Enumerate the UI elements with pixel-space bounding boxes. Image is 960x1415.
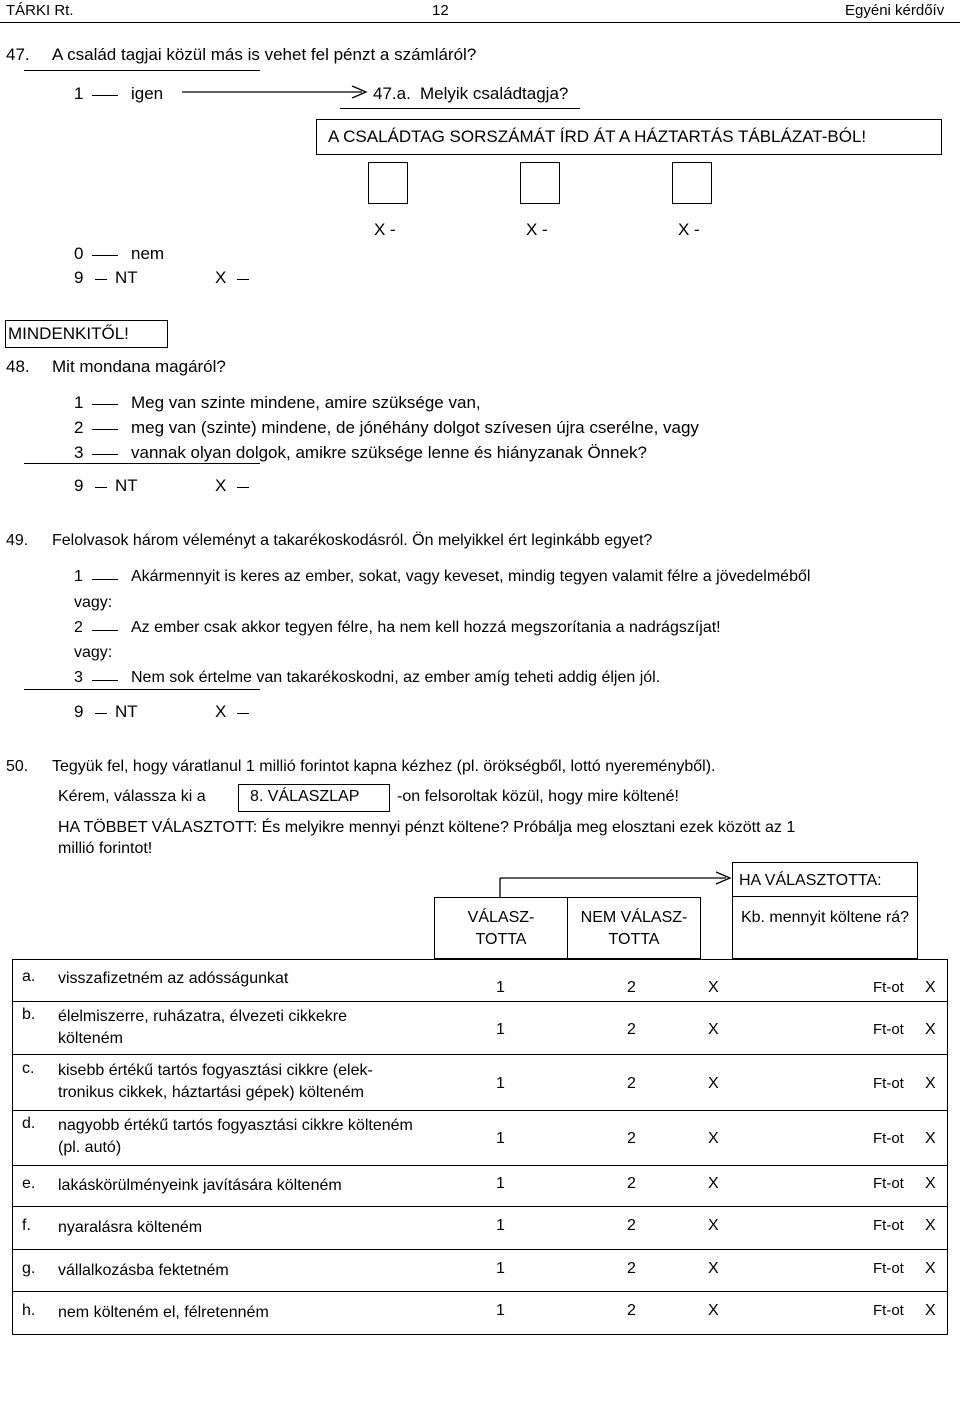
col-nem-valasztotta-label: NEM VÁLASZ-TOTTA xyxy=(580,909,688,948)
q50-instruction-line2: millió forintot! xyxy=(58,840,153,857)
row-ft-label: Ft-ot xyxy=(873,1130,904,1147)
row-code-nem-valasztotta[interactable]: 2 xyxy=(627,1075,636,1092)
q47a-text: Melyik családtagja? xyxy=(420,84,569,103)
page-number: 12 xyxy=(432,2,449,19)
row-x2: X xyxy=(925,979,936,996)
row-ft-label: Ft-ot xyxy=(873,1302,904,1319)
row-code-valasztotta[interactable]: 1 xyxy=(496,1260,505,1277)
row-ft-label: Ft-ot xyxy=(873,979,904,996)
q48-opt3-label: vannak olyan dolgok, amikre szüksége lenne és hiányzanak Önnek? xyxy=(131,443,647,462)
row-code-nem-valasztotta[interactable]: 2 xyxy=(627,1175,636,1192)
q49-vagy-1: vagy: xyxy=(74,594,113,611)
row-text: nagyobb értékű tartós fogyasztási cikkre költeném (pl. autó) xyxy=(58,1117,413,1156)
q49-nt-label: NT xyxy=(115,702,138,721)
row-x2: X xyxy=(925,1302,936,1319)
table-row-divider xyxy=(12,1110,948,1111)
row-ft-label: Ft-ot xyxy=(873,1021,904,1038)
row-code-valasztotta[interactable]: 1 xyxy=(496,1130,505,1147)
col-valasztotta-label: VÁLASZ-TOTTA xyxy=(467,909,535,948)
row-ft-label: Ft-ot xyxy=(873,1075,904,1092)
member-x-1: X - xyxy=(374,220,396,239)
row-text: kisebb értékű tartós fogyasztási cikkre (elek-tronikus cikkek, háztartási gépek) költeném xyxy=(58,1062,373,1101)
q49-opt2-code: 2 xyxy=(74,619,83,636)
q49-opt2-label: Az ember csak akkor tegyen félre, ha nem kell hozzá megszorítania a nadrágszíjat! xyxy=(131,619,721,636)
row-code-nem-valasztotta[interactable]: 2 xyxy=(627,1217,636,1234)
q50-instruction-line1: HA TÖBBET VÁLASZTOTT: És melyikre mennyi pénzt költene? Próbálja meg elosztani ezek között az 1 xyxy=(58,819,796,836)
row-x2: X xyxy=(925,1175,936,1192)
q48-opt1-code: 1 xyxy=(74,393,84,412)
q50-number: 50. xyxy=(6,758,29,775)
q48-opt1-label: Meg van szinte mindene, amire szüksége van, xyxy=(131,393,481,412)
q48-opt2-code: 2 xyxy=(74,418,84,437)
header-right: Egyéni kérdőív xyxy=(845,2,945,19)
q48-nt-x: X xyxy=(215,476,227,495)
q50-kerem: Kérem, válassza ki a xyxy=(58,788,206,805)
q49-number: 49. xyxy=(6,532,29,549)
row-x: X xyxy=(708,1175,719,1192)
q49-opt3-code: 3 xyxy=(74,669,83,686)
row-letter: e. xyxy=(22,1175,36,1192)
row-x: X xyxy=(708,1217,719,1234)
row-x2: X xyxy=(925,1075,936,1092)
q49-text: Felolvasok három véleményt a takarékoskodásról. Ön melyikkel ért leginkább egyet? xyxy=(52,532,653,549)
mindenkitol-label: MINDENKITŐL! xyxy=(8,324,129,343)
q48-text: Mit mondana magáról? xyxy=(52,357,226,376)
q47-text: A család tagjai közül más is vehet fel pénzt a számláról? xyxy=(52,45,477,64)
row-code-valasztotta[interactable]: 1 xyxy=(496,979,505,996)
q47-number: 47. xyxy=(6,45,30,64)
col-kb-label: Kb. mennyit költene rá? xyxy=(740,909,910,926)
q47a-number: 47.a. xyxy=(373,84,411,103)
row-x: X xyxy=(708,1302,719,1319)
row-letter: h. xyxy=(22,1302,36,1319)
row-code-valasztotta[interactable]: 1 xyxy=(496,1217,505,1234)
row-code-valasztotta[interactable]: 1 xyxy=(496,1302,505,1319)
table-row-divider xyxy=(12,1001,948,1002)
q48-nt-label: NT xyxy=(115,476,138,495)
row-text: nyaralásra költeném xyxy=(58,1219,203,1236)
row-code-nem-valasztotta[interactable]: 2 xyxy=(627,979,636,996)
q47-opt0-label: nem xyxy=(131,244,165,263)
row-x2: X xyxy=(925,1217,936,1234)
member-x-2: X - xyxy=(526,220,548,239)
table-row-divider xyxy=(12,1165,948,1166)
ha-valasztotta-label: HA VÁLASZTOTTA: xyxy=(739,872,882,889)
row-code-nem-valasztotta[interactable]: 2 xyxy=(627,1260,636,1277)
row-ft-label: Ft-ot xyxy=(873,1260,904,1277)
row-letter: a. xyxy=(22,968,36,985)
member-x-3: X - xyxy=(678,220,700,239)
row-text: vállalkozásba fektetném xyxy=(58,1262,229,1279)
row-letter: d. xyxy=(22,1115,36,1132)
q47-instruction: A CSALÁDTAG SORSZÁMÁT ÍRD ÁT A HÁZTARTÁS TÁBLÁZAT-BÓL! xyxy=(328,127,867,146)
q47-opt9-label: NT xyxy=(115,268,138,287)
row-text: élelmiszerre, ruházatra, élvezeti cikkekre költeném xyxy=(58,1008,347,1047)
row-x2: X xyxy=(925,1021,936,1038)
row-text: nem költeném el, félretenném xyxy=(58,1304,269,1321)
row-code-valasztotta[interactable]: 1 xyxy=(496,1075,505,1092)
header-left: TÁRKI Rt. xyxy=(6,2,74,19)
row-x2: X xyxy=(925,1130,936,1147)
q49-opt1-label: Akármennyit is keres az ember, sokat, vagy keveset, mindig tegyen valamit félre a jövedelméből xyxy=(131,568,811,585)
row-letter: c. xyxy=(22,1060,35,1077)
table-row-divider xyxy=(12,1206,948,1207)
row-code-valasztotta[interactable]: 1 xyxy=(496,1175,505,1192)
table-row-divider xyxy=(12,1291,948,1292)
row-code-nem-valasztotta[interactable]: 2 xyxy=(627,1021,636,1038)
row-letter: g. xyxy=(22,1260,36,1277)
row-code-nem-valasztotta[interactable]: 2 xyxy=(627,1130,636,1147)
row-letter: f. xyxy=(22,1217,31,1234)
q49-opt3-label: Nem sok értelme van takarékoskodni, az ember amíg teheti addig éljen jól. xyxy=(131,669,661,686)
row-x: X xyxy=(708,1130,719,1147)
q47-opt9-code: 9 xyxy=(74,268,84,287)
q49-opt1-code: 1 xyxy=(74,568,83,585)
row-ft-label: Ft-ot xyxy=(873,1175,904,1192)
row-x: X xyxy=(708,979,719,996)
q49-nt-code: 9 xyxy=(74,702,84,721)
row-text: lakáskörülményeink javítására költeném xyxy=(58,1177,342,1194)
q48-number: 48. xyxy=(6,357,30,376)
q47-opt1-label: igen xyxy=(131,84,164,103)
q49-vagy-2: vagy: xyxy=(74,644,113,661)
table-row-divider xyxy=(12,1054,948,1055)
row-x: X xyxy=(708,1260,719,1277)
q47-opt9-x: X xyxy=(215,268,227,287)
row-x2: X xyxy=(925,1260,936,1277)
row-ft-label: Ft-ot xyxy=(873,1217,904,1234)
q48-nt-code: 9 xyxy=(74,476,84,495)
valaszlap-label: 8. VÁLASZLAP xyxy=(250,788,360,805)
q50-kerem-end: -on felsoroltak közül, hogy mire költené! xyxy=(397,788,679,805)
q47-opt1-code: 1 xyxy=(74,84,84,103)
q48-opt3-code: 3 xyxy=(74,443,84,462)
q47-opt0-code: 0 xyxy=(74,244,84,263)
row-x: X xyxy=(708,1021,719,1038)
row-text: visszafizetném az adósságunkat xyxy=(58,970,289,987)
row-code-valasztotta[interactable]: 1 xyxy=(496,1021,505,1038)
q49-nt-x: X xyxy=(215,702,227,721)
q50-text: Tegyük fel, hogy váratlanul 1 millió forintot kapna kézhez (pl. örökségből, lottó nyereményből). xyxy=(52,758,716,775)
row-letter: b. xyxy=(22,1006,36,1023)
row-code-nem-valasztotta[interactable]: 2 xyxy=(627,1302,636,1319)
q48-opt2-label: meg van (szinte) mindene, de jónéhány dolgot szívesen újra cserélne, vagy xyxy=(131,418,699,437)
table-row-divider xyxy=(12,1249,948,1250)
row-x: X xyxy=(708,1075,719,1092)
